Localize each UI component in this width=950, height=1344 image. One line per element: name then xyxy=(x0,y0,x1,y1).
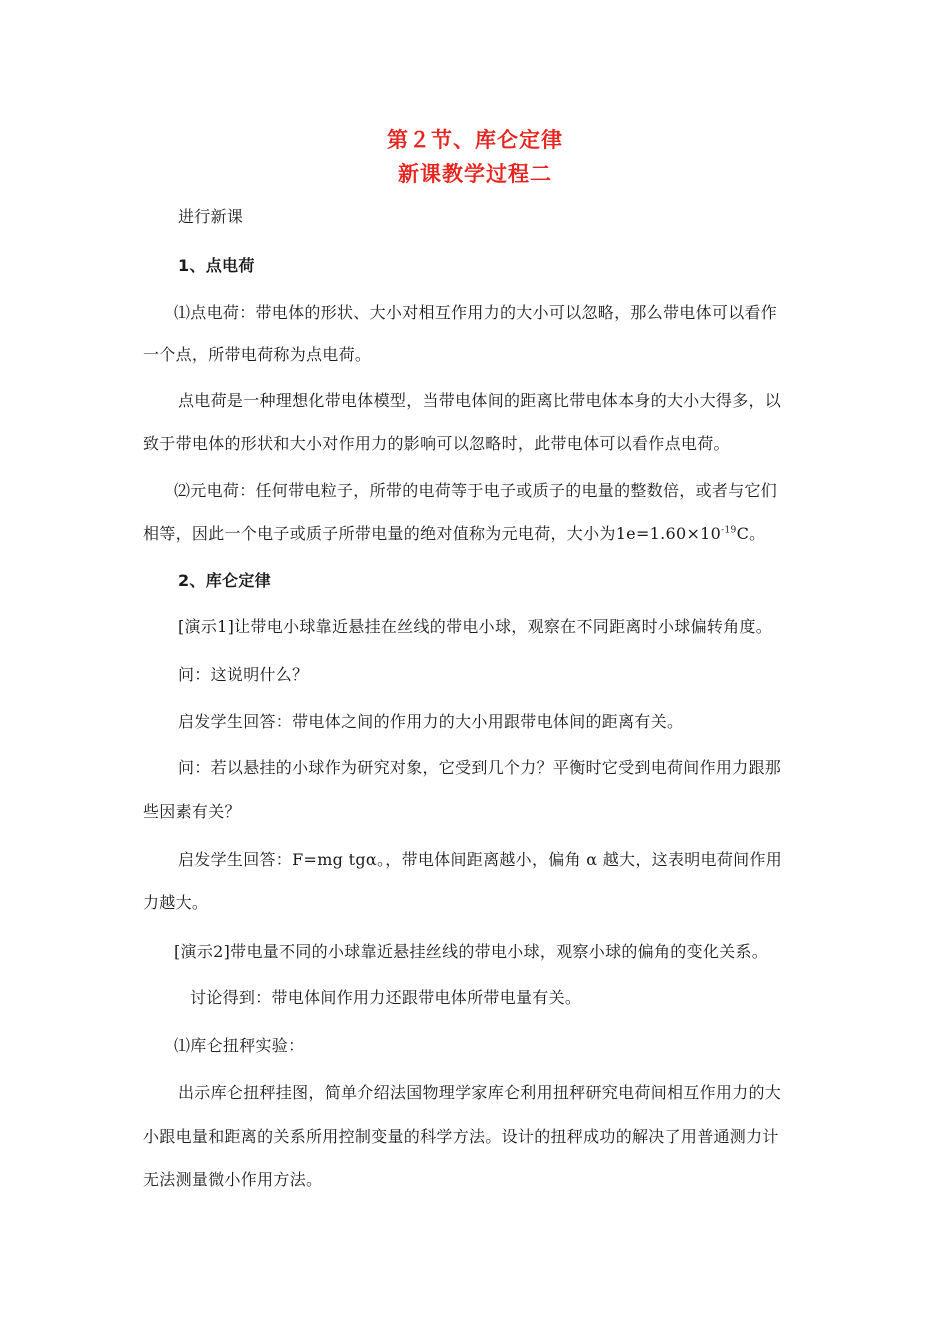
section-heading-point-charge: 1、点电荷 xyxy=(178,256,255,275)
paragraph-line: ⑴点电荷：带电体的形状、大小对相互作用力的大小可以忽略，那么带电体可以看作 xyxy=(174,303,778,322)
paragraph-line xyxy=(143,521,813,544)
paragraph-line: 些因素有关？ xyxy=(143,802,241,821)
subsection-heading: ⑴库仑扭秤实验： xyxy=(174,1036,305,1055)
paragraph-line: 小跟电量和距离的关系所用控制变量的科学方法。设计的扭秤成功的解决了用普通测力计 xyxy=(143,1127,779,1146)
text-fragment: C。 xyxy=(736,524,766,543)
text-fragment: 相等，因此一个电子或质子所带电量的绝对值称为元电荷，大小为1e=1.60×10 xyxy=(143,524,722,543)
paragraph-line: 力越大。 xyxy=(143,893,209,912)
paragraph-line: 一个点，所带电荷称为点电荷。 xyxy=(143,345,372,364)
paragraph-line: 问：这说明什么？ xyxy=(178,665,309,684)
intro-text: 进行新课 xyxy=(178,207,244,226)
paragraph-line: 启发学生回答：F=mg tgα。，带电体间距离越小，偏角 α 越大，这表明电荷间作用 xyxy=(178,850,783,869)
paragraph-line: [演示2]带电量不同的小球靠近悬挂丝线的带电小球，观察小球的偏角的变化关系。 xyxy=(174,942,769,961)
paragraph-line: 出示库仑扭秤挂图，简单介绍法国物理学家库仑利用扭秤研究电荷间相互作用力的大 xyxy=(178,1083,782,1102)
paragraph-line: 无法测量微小作用方法。 xyxy=(143,1170,323,1189)
section-heading-coulomb-law: 2、库仑定律 xyxy=(178,571,271,590)
page-title: 第２节、库仑定律 xyxy=(387,128,563,152)
page-subtitle: 新课教学过程二 xyxy=(398,162,552,186)
paragraph-line: 致于带电体的形状和大小对作用力的影响可以忽略时，此带电体可以看作点电荷。 xyxy=(143,434,730,453)
paragraph-line: [演示1]让带电小球靠近悬挂在丝线的带电小球，观察在不同距离时小球偏转角度。 xyxy=(178,617,773,636)
paragraph-line: 问：若以悬挂的小球作为研究对象，它受到几个力？平衡时它受到电荷间作用力跟那 xyxy=(178,758,782,777)
paragraph-line: 点电荷是一种理想化带电体模型，当带电体间的距离比带电体本身的大小大得多，以 xyxy=(178,391,782,410)
paragraph-line: ⑵元电荷：任何带电粒子，所带的电荷等于电子或质子的电量的整数倍，或者与它们 xyxy=(174,481,778,500)
exponent-superscript: -19 xyxy=(721,525,737,536)
paragraph-line: 讨论得到：带电体间作用力还跟带电体所带电量有关。 xyxy=(190,988,582,1007)
paragraph-line: 启发学生回答：带电体之间的作用力的大小用跟带电体间的距离有关。 xyxy=(178,712,684,731)
